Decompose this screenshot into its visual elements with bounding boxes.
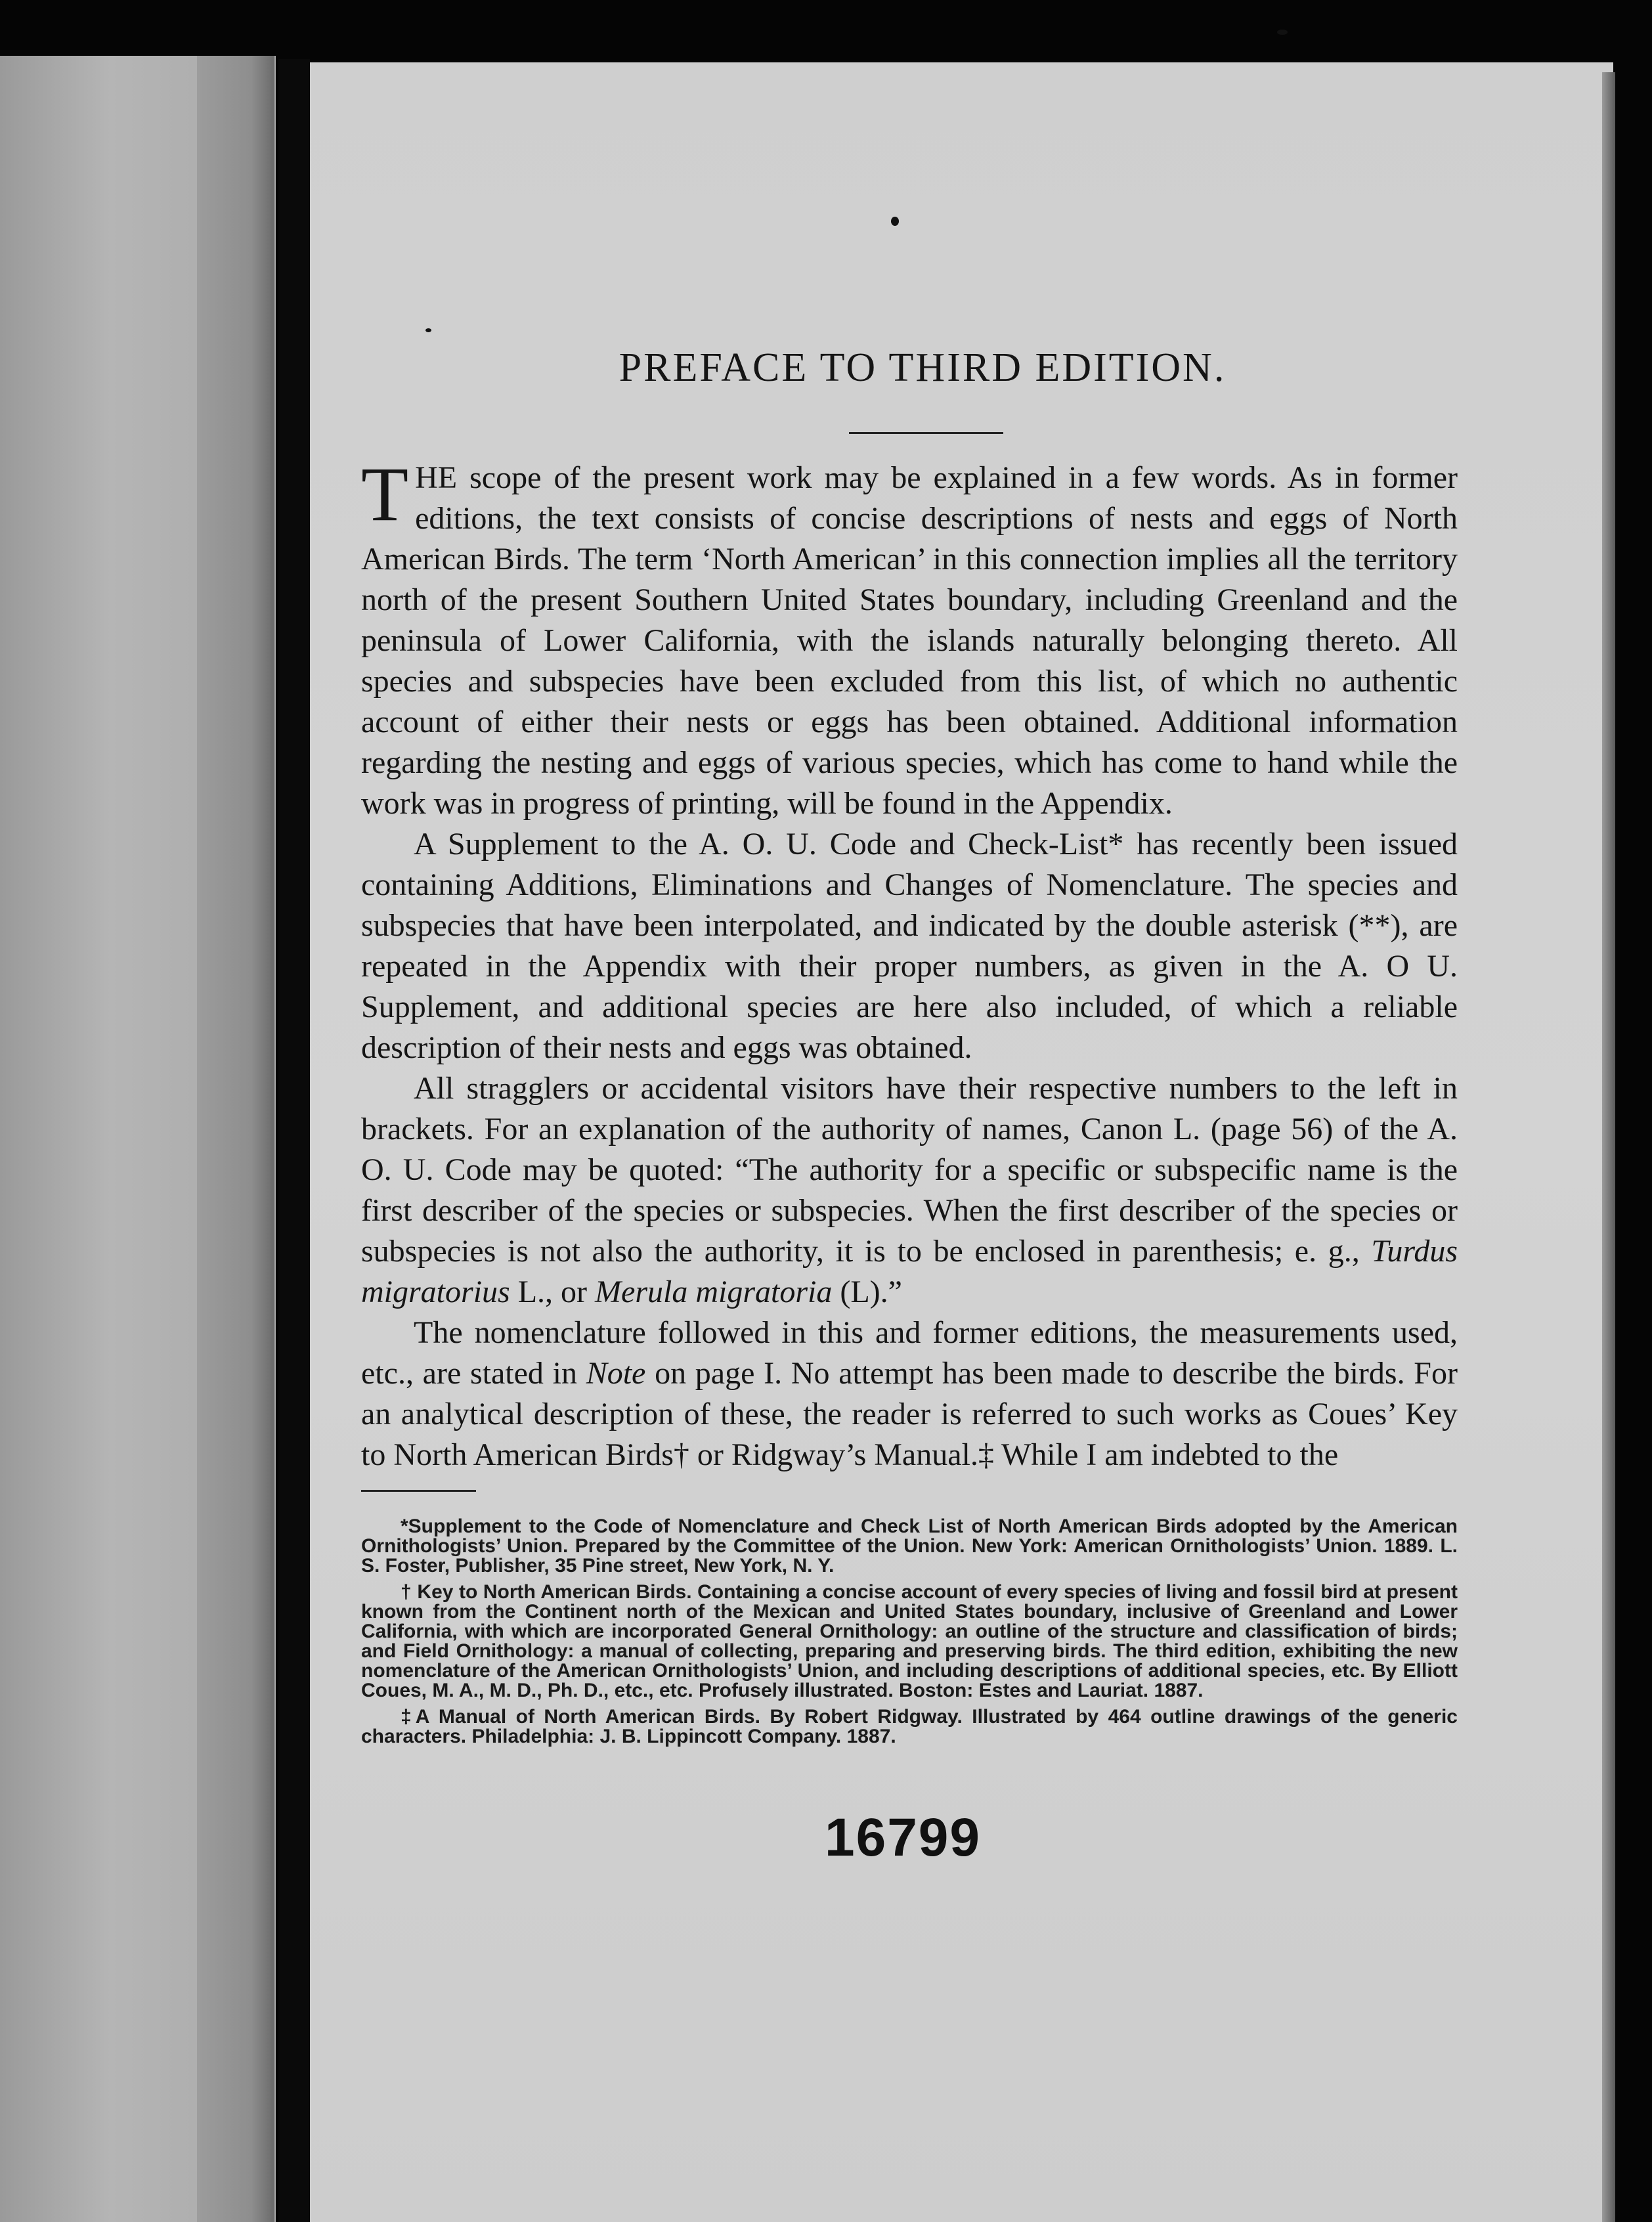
footnote-divider [361, 1490, 476, 1492]
paragraph-4 [361, 1313, 1458, 1475]
paragraph-2: A Supplement to the A. O. U. Code and Check-List* has recently been issued containing Additions, Eliminations and Changes of Nomenclature. The species and subspecies that have been interpolated, and indicated by the double asterisk (**), are repeated in the Appendix with their proper numbers, as given in the A. O U. Supplement, and additional species are here also included, of which a reliable description of their nests and eggs was obtained. [361, 827, 1458, 1065]
ink-speck [425, 328, 431, 332]
species-name: Turdus migratorius [361, 1234, 1458, 1309]
species-name: Merula migratoria [595, 1274, 833, 1309]
facing-page-gutter [197, 56, 274, 2222]
footnotes [341, 1517, 1458, 1747]
paragraph-text: (L).” [832, 1274, 902, 1309]
paragraph-text: on page I. No attempt has been made to describe the birds. For an analytical description of these, the reader is referred to such works as Coues’ Key to North American Birds† or Ridgway’s Manual.‡ While I am indebted to the [361, 1356, 1458, 1472]
drop-cap: T [361, 451, 409, 537]
ink-speck [1277, 30, 1288, 35]
footnote-2: † Key to North American Birds. Containing a concise account of every species of living and fossil bird at present known from the Continent north of the Mexican and United States boundary, inclusive of Greenland and Lower California, with which are incorporated General Ornithology: an outline of the structure and classification of birds; and Field Ornithology: a manual of collecting, preparing and preserving birds. The third edition, exhibiting the new nomenclature of the American Ornithologists’ Union, and including descriptions of additional species, etc. By Elliott Coues, M. A., M. D., Ph. D., etc., etc. Profusely illustrated. Boston: Estes and Lauriat. 1887. [361, 1581, 1458, 1701]
footnote-1: *Supplement to the Code of Nomenclature and Check List of North American Birds adopted by the American Ornithologists’ Union. Prepared by the Committee of the Union. New York: American Ornithologists’ Union. 1889. L. S. Foster, Publisher, 35 Pine street, New York, N. Y. [361, 1515, 1458, 1577]
page-content [341, 341, 1458, 1869]
paragraph-1 [361, 451, 1458, 824]
paragraph-text: All stragglers or accidental visitors have their respective numbers to the left in brackets. For an explanation of the authority of names, Canon L. (page 56) of the A. O. U. Code may be quoted: “The authority for a specific or subspecific name is the first describer of the species or subspecies. When the first describer of the species or subspecies is not also the authority, it is to be enclosed in parenthesis; e. g., [361, 1071, 1458, 1269]
paragraph-text: HE scope of the present work may be explained in a few words. As in former editions, the text consists of concise descriptions of nests and eggs of North American Birds. The term ‘North American’ in this connection implies all the territory north of the present Southern United States boundary, including Greenland and the peninsula of Lower California, with the islands naturally belonging thereto. All species and subspecies have been excluded from this list, of which no authentic account of either their nests or eggs has been obtained. Additional information regarding the nesting and eggs of various species, which has come to hand while the work was in progress of printing, will be found in the Appendix. [361, 460, 1458, 821]
emphasis-note: Note [586, 1356, 646, 1391]
ink-speck [891, 217, 899, 226]
page-edge [1602, 72, 1615, 2222]
preface-body [341, 451, 1458, 1475]
title-divider [849, 432, 1003, 434]
paragraph-text: The nomenclature followed in this and former editions, the measurements used, etc., are stated in [361, 1315, 1458, 1391]
page-number: 16799 [824, 1808, 982, 1867]
footnote-3: ‡A Manual of North American Birds. By Robert Ridgway. Illustrated by 464 outline drawings of the generic characters. Philadelphia: J. B. Lippincott Company. 1887. [361, 1706, 1458, 1747]
book-spine [278, 59, 310, 2222]
paragraph-3 [361, 1068, 1458, 1313]
page-title: PREFACE TO THIRD EDITION. [619, 345, 1227, 390]
paragraph-text: L., or [510, 1274, 596, 1309]
